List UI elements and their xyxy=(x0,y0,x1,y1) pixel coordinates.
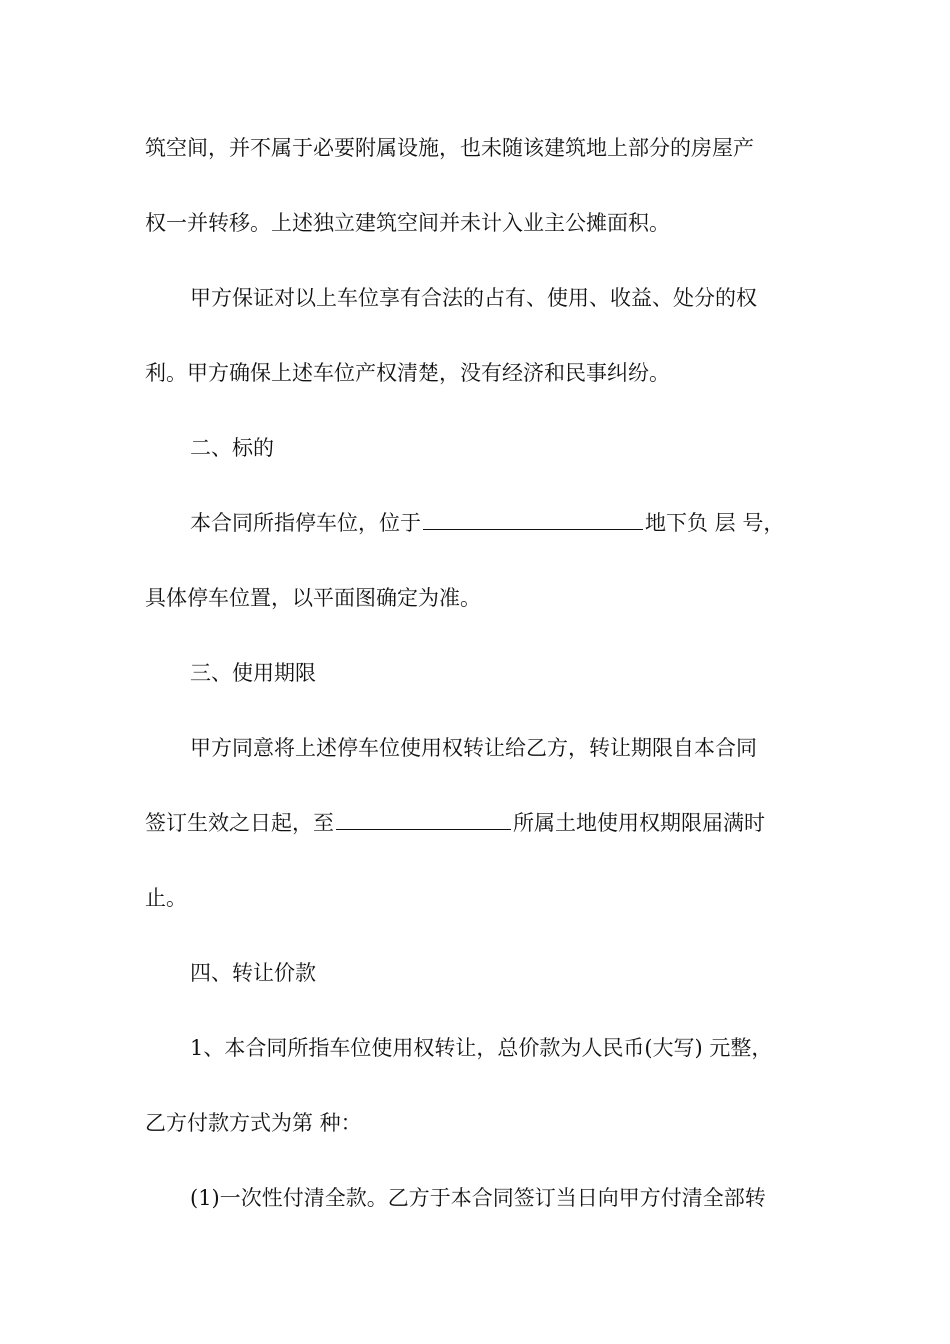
parking-line-text: 本合同所指停车位，位于 xyxy=(190,511,421,535)
paragraph-line: 甲方保证对以上车位享有合法的占有、使用、收益、处分的权 xyxy=(190,286,757,310)
paragraph-line: (1)一次性付清全款。乙方于本合同签订当日向甲方付清全部转 xyxy=(190,1186,766,1210)
term-blank xyxy=(336,828,511,830)
paragraph-line: 具体停车位置，以平面图确定为准。 xyxy=(145,586,481,610)
section-heading: 二、标的 xyxy=(190,436,274,460)
section-heading: 三、使用期限 xyxy=(190,661,316,685)
paragraph-line: 权一并转移。上述独立建筑空间并未计入业主公摊面积。 xyxy=(145,211,670,235)
term-line-text: 签订生效之日起，至 xyxy=(145,811,334,835)
location-blank xyxy=(423,528,643,530)
paragraph-line: 乙方付款方式为第 种： xyxy=(145,1111,362,1135)
section-heading: 四、转让价款 xyxy=(190,961,316,985)
term-line-text: 所属土地使用权期限届满时 xyxy=(513,811,765,835)
term-line xyxy=(145,808,765,838)
paragraph-line: 1、本合同所指车位使用权转让，总价款为人民币(大写) 元整， xyxy=(190,1036,773,1060)
parking-location-line xyxy=(190,508,784,538)
paragraph-line: 筑空间，并不属于必要附属设施，也未随该建筑地上部分的房屋产 xyxy=(145,136,754,160)
paragraph-line: 甲方同意将上述停车位使用权转让给乙方，转让期限自本合同 xyxy=(190,736,757,760)
paragraph-line: 止。 xyxy=(145,886,187,910)
paragraph-line: 利。甲方确保上述车位产权清楚，没有经济和民事纠纷。 xyxy=(145,361,670,385)
parking-line-text: 地下负 层 号， xyxy=(645,511,785,535)
